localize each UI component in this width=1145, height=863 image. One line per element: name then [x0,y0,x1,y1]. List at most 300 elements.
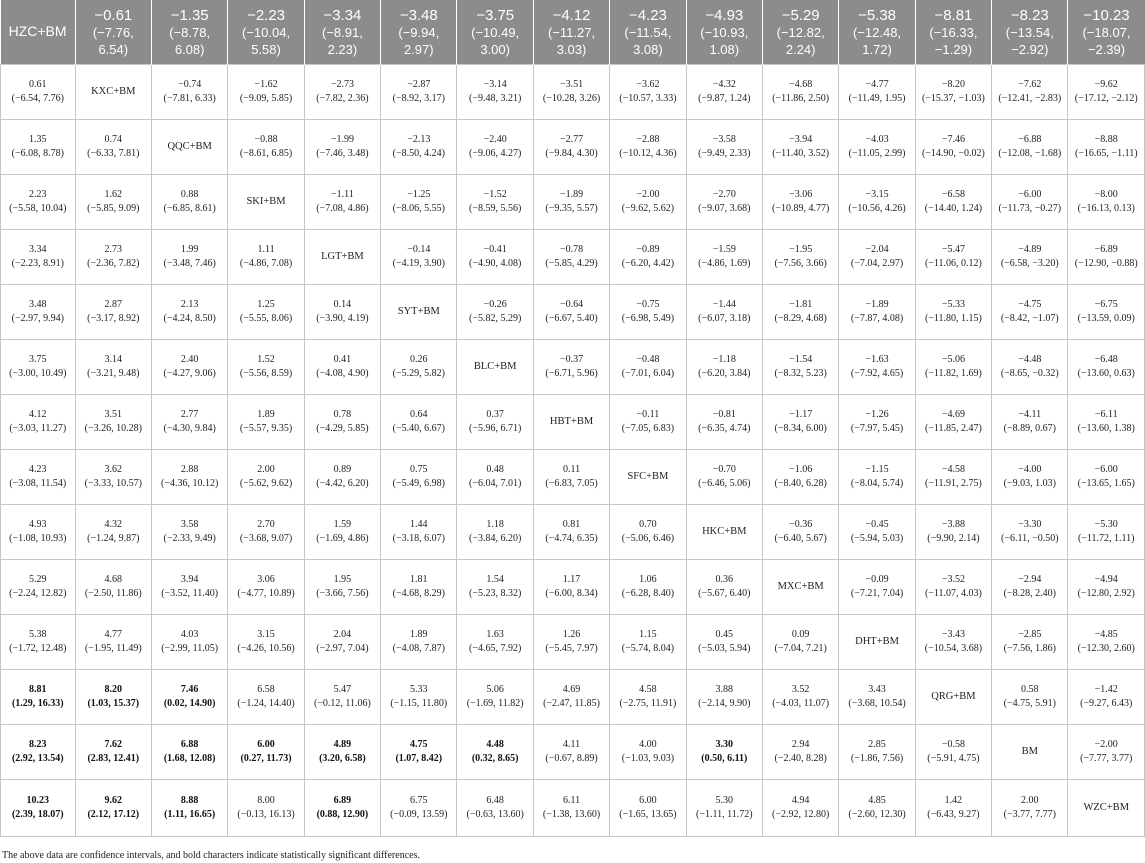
header-cell [839,0,915,65]
table-cell [1,395,76,450]
cell-interval: (2.83, 12.41) [87,753,140,764]
treatment-label-cell: LGT+BM [304,230,380,285]
cell-value: −4.03 [865,134,889,145]
cell-interval: (−1.38, 13.60) [542,809,601,820]
cell-interval: (−9.35, 5.57) [545,203,598,214]
cell-value: −2.04 [865,244,889,255]
cell-interval: (−11.49, 1.95) [848,93,906,104]
table-cell [228,65,304,120]
treatment-label-cell: BM [992,725,1068,780]
header-interval: (−10.93, 1.08) [700,24,749,57]
table-cell [75,560,151,615]
cell-value: 0.64 [410,409,428,420]
treatment-label-cell: HKC+BM [686,505,762,560]
cell-value: 0.48 [486,464,504,475]
table-cell [915,175,991,230]
table-cell [1,450,76,505]
cell-interval: (−6.54, 7.76) [11,93,64,104]
cell-interval: (−16.65, −1.11) [1074,148,1138,159]
table-cell [381,230,457,285]
cell-value: 3.94 [180,574,199,585]
cell-value: 4.48 [486,739,504,750]
cell-interval: (−1.69, 4.86) [316,533,369,544]
table-cell [686,560,762,615]
table-cell [228,120,304,175]
cell-value: −6.48 [1094,354,1118,365]
cell-interval: (−3.26, 10.28) [84,423,142,434]
cell-value: −2.70 [712,189,736,200]
cell-value: −4.00 [1018,464,1042,475]
cell-interval: (−6.28, 8.40) [621,588,675,599]
cell-interval: (0.02, 14.90) [163,698,216,709]
cell-interval: (−11.80, 1.15) [924,313,982,324]
table-cell [762,670,838,725]
cell-value: 3.88 [715,684,734,695]
table-cell [1068,340,1145,395]
table-row [1,670,1145,725]
cell-value: −2.00 [636,189,660,200]
cell-value: −0.89 [636,244,660,255]
header-value: −3.34 [323,6,362,24]
significant-cell [1,780,76,837]
cell-interval: (−11.05, 2.99) [848,148,906,159]
table-cell [686,615,762,670]
cell-interval: (−3.90, 4.19) [316,313,369,324]
cell-interval: (−6.20, 4.42) [621,258,675,269]
cell-interval: (−7.97, 5.45) [850,423,904,434]
cell-value: 3.30 [715,739,734,750]
cell-interval: (−5.82, 5.29) [469,313,522,324]
cell-value: 9.62 [104,795,123,806]
header-cell [457,0,533,65]
table-cell [839,450,915,505]
cell-value: −1.95 [789,244,813,255]
cell-value: 6.89 [333,795,352,806]
cell-value: −8.20 [941,79,965,90]
cell-interval: (−2.92, 12.80) [772,809,830,820]
cell-interval: (−9.27, 6.43) [1080,698,1133,709]
cell-value: −1.26 [865,409,889,420]
cell-value: −0.75 [636,299,660,310]
table-cell [686,395,762,450]
table-cell [304,120,380,175]
cell-value: 0.81 [562,519,581,530]
cell-interval: (−2.24, 12.82) [9,588,67,599]
cell-value: 4.58 [639,684,657,695]
header-cell [75,0,151,65]
cell-interval: (−8.65, −0.32) [1000,368,1059,379]
header-value: −8.23 [1010,6,1049,24]
cell-interval: (−8.92, 3.17) [392,93,445,104]
cell-value: 1.44 [410,519,428,530]
cell-value: 4.89 [333,739,352,750]
treatment-label-cell: SFC+BM [610,450,686,505]
cell-interval: (−8.32, 5.23) [774,368,827,379]
cell-interval: (−1.65, 13.65) [619,809,677,820]
cell-interval: (−1.15, 11.80) [390,698,448,709]
table-cell [762,285,838,340]
cell-interval: (−5.57, 9.35) [239,423,293,434]
cell-interval: (3.20, 6.58) [319,753,366,764]
cell-value: 2.04 [333,629,352,640]
header-interval: (−12.82, 2.24) [776,24,825,57]
table-row [1,65,1145,120]
cell-interval: (−5.45, 7.97) [545,643,598,654]
table-cell [381,780,457,837]
table-cell [915,780,991,837]
cell-value: −2.00 [1094,739,1118,750]
table-cell [915,340,991,395]
cell-value: 2.23 [29,189,47,200]
table-cell [762,725,838,780]
cell-interval: (−6.67, 5.40) [545,313,598,324]
cell-value: 0.14 [333,299,352,310]
cell-interval: (−3.52, 11.40) [161,588,219,599]
table-cell [304,395,380,450]
cell-value: 4.85 [868,795,886,806]
header-interval: (−8.91, 2.23) [322,24,363,57]
cell-interval: (−7.92, 4.65) [850,368,904,379]
cell-interval: (−2.97, 9.94) [11,313,64,324]
table-cell [686,230,762,285]
cell-interval: (−2.97, 7.04) [316,643,369,654]
cell-interval: (−7.81, 6.33) [163,93,216,104]
cell-interval: (0.27, 11.73) [240,753,292,764]
cell-value: −1.99 [330,134,354,145]
table-cell [686,670,762,725]
cell-value: −3.94 [789,134,813,145]
cell-value: −0.70 [712,464,736,475]
table-cell [151,175,227,230]
cell-value: 0.45 [715,629,734,640]
cell-interval: (−2.50, 11.86) [84,588,142,599]
table-row [1,505,1145,560]
cell-interval: (−5.74, 8.04) [621,643,675,654]
table-cell [762,395,838,450]
cell-value: 4.12 [29,409,47,420]
table-cell [228,395,304,450]
table-cell [533,230,609,285]
cell-value: −0.14 [407,244,431,255]
table-cell [686,120,762,175]
cell-value: 1.59 [333,519,352,530]
cell-value: 8.00 [257,795,275,806]
table-cell [1,560,76,615]
table-cell [839,395,915,450]
treatment-label-cell: DHT+BM [839,615,915,670]
cell-value: 0.11 [562,464,581,475]
table-cell [1068,285,1145,340]
cell-value: 0.88 [180,189,199,200]
cell-interval: (−3.03, 11.27) [9,423,67,434]
significant-cell [228,725,304,780]
significant-cell [75,725,151,780]
cell-value: −3.14 [483,79,507,90]
cell-value: 8.81 [29,684,47,695]
table-cell [228,670,304,725]
cell-value: 3.06 [257,574,275,585]
cell-value: 1.62 [104,189,123,200]
table-cell [381,615,457,670]
table-cell [75,230,151,285]
treatment-label-cell: BLC+BM [457,340,533,395]
cell-value: 5.33 [410,684,428,695]
cell-value: 0.58 [1021,684,1039,695]
cell-value: 1.42 [944,795,963,806]
table-cell [992,450,1068,505]
table-cell [1,175,76,230]
cell-value: 4.94 [791,795,810,806]
cell-interval: (−11.40, 3.52) [772,148,830,159]
table-cell [610,615,686,670]
significant-cell [1,725,76,780]
cell-value: −5.30 [1094,519,1118,530]
cell-interval: (−12.41, −2.83) [998,93,1062,104]
cell-interval: (1.68, 12.08) [163,753,216,764]
cell-value: −2.73 [330,79,354,90]
table-cell [1068,230,1145,285]
cell-value: 10.23 [26,795,50,806]
table-cell [839,285,915,340]
cell-interval: (−11.86, 2.50) [772,93,830,104]
significant-cell [304,780,380,837]
cell-value: 3.15 [257,629,275,640]
table-cell [533,615,609,670]
cell-interval: (−8.06, 5.55) [392,203,445,214]
cell-interval: (−15.37, −1.03) [921,93,985,104]
cell-value: 0.37 [486,409,504,420]
cell-interval: (−7.01, 6.04) [621,368,675,379]
cell-interval: (−4.27, 9.06) [163,368,216,379]
cell-value: 4.75 [410,739,428,750]
cell-value: −4.11 [1018,409,1042,420]
table-row [1,340,1145,395]
significant-cell [304,725,380,780]
table-cell [915,395,991,450]
table-cell [457,230,533,285]
cell-interval: (−6.40, 5.67) [774,533,827,544]
table-cell [381,505,457,560]
table-cell [304,505,380,560]
table-row [1,560,1145,615]
cell-interval: (−2.36, 7.82) [87,258,140,269]
treatment-label-cell: WZC+BM [1068,780,1145,837]
cell-interval: (−8.42, −1.07) [1000,313,1059,324]
cell-value: −1.11 [331,189,354,200]
cell-value: 2.73 [104,244,123,255]
table-cell [762,230,838,285]
cell-value: −3.51 [559,79,584,90]
cell-interval: (−5.23, 8.32) [469,588,522,599]
cell-value: −0.36 [789,519,813,530]
table-cell [151,395,227,450]
cell-value: 6.11 [562,795,581,806]
cell-interval: (−0.09, 13.59) [390,809,448,820]
cell-interval: (−9.49, 2.33) [698,148,751,159]
table-cell [915,65,991,120]
cell-interval: (−10.56, 4.26) [848,203,906,214]
cell-value: 1.25 [257,299,275,310]
table-row [1,285,1145,340]
cell-value: 5.29 [29,574,47,585]
cell-value: 0.41 [333,354,352,365]
table-cell [381,670,457,725]
table-row [1,780,1145,837]
cell-value: −1.42 [1094,684,1118,695]
cell-interval: (1.11, 16.65) [164,809,216,820]
table-cell [1068,450,1145,505]
table-cell [610,670,686,725]
cell-value: −1.81 [789,299,813,310]
significant-cell [686,725,762,780]
cell-interval: (−1.11, 11.72) [696,809,753,820]
cell-value: 3.48 [29,299,47,310]
cell-value: −3.88 [941,519,965,530]
cell-value: 2.77 [180,409,199,420]
table-cell [457,395,533,450]
cell-interval: (−1.24, 14.40) [237,698,295,709]
cell-value: −3.30 [1018,519,1042,530]
table-cell [151,230,227,285]
cell-interval: (−2.40, 8.28) [774,753,827,764]
cell-interval: (−6.85, 8.61) [163,203,216,214]
cell-value: −6.58 [941,189,965,200]
table-cell [151,340,227,395]
table-cell [381,65,457,120]
table-cell [610,65,686,120]
cell-value: −1.17 [789,409,813,420]
header-cell [762,0,838,65]
cell-interval: (−7.04, 2.97) [850,258,904,269]
table-cell [992,505,1068,560]
cell-interval: (−0.13, 16.13) [237,809,295,820]
table-cell [839,505,915,560]
cell-interval: (−4.08, 7.87) [392,643,445,654]
cell-value: 0.78 [333,409,352,420]
cell-value: 7.62 [104,739,123,750]
table-cell [75,175,151,230]
table-cell [75,615,151,670]
header-cell [686,0,762,65]
cell-interval: (−5.85, 4.29) [545,258,598,269]
cell-value: 7.46 [180,684,199,695]
header-value: −10.23 [1083,6,1130,24]
treatment-label-cell: QRG+BM [915,670,991,725]
table-cell [1,120,76,175]
cell-interval: (−6.71, 5.96) [545,368,598,379]
cell-value: 2.00 [257,464,275,475]
cell-interval: (−3.84, 6.20) [469,533,522,544]
table-cell [457,780,533,837]
header-cell [610,0,686,65]
cell-value: 2.85 [868,739,886,750]
cell-value: −9.62 [1094,79,1118,90]
cell-interval: (0.32, 8.65) [471,753,519,764]
cell-interval: (−6.35, 4.74) [698,423,751,434]
table-cell [1068,120,1145,175]
table-body [1,65,1145,837]
cell-interval: (−5.49, 6.98) [392,478,445,489]
table-cell [1068,175,1145,230]
cell-value: 3.52 [791,684,810,695]
cell-interval: (2.92, 13.54) [11,753,64,764]
significant-cell [457,725,533,780]
header-cell [304,0,380,65]
cell-value: 8.88 [180,795,199,806]
cell-value: −1.25 [407,189,431,200]
cell-interval: (−7.04, 7.21) [774,643,827,654]
treatment-label-cell: QQC+BM [151,120,227,175]
cell-interval: (−4.90, 4.08) [469,258,522,269]
table-cell [686,780,762,837]
significant-cell [1,670,76,725]
cell-value: −1.52 [483,189,507,200]
cell-interval: (−0.67, 8.89) [545,753,598,764]
table-cell [533,285,609,340]
cell-value: −0.41 [483,244,507,255]
table-cell [610,560,686,615]
cell-interval: (−8.04, 5.74) [850,478,904,489]
header-interval: (−11.54, 3.08) [624,24,672,57]
cell-interval: (−12.30, 2.60) [1077,643,1135,654]
cell-value: 6.00 [257,739,275,750]
cell-interval: (−4.03, 11.07) [772,698,830,709]
table-cell [533,450,609,505]
table-cell [533,725,609,780]
cell-interval: (−6.33, 7.81) [87,148,140,159]
cell-value: 5.47 [333,684,352,695]
table-cell [992,175,1068,230]
cell-value: −4.75 [1018,299,1042,310]
header-value: −3.48 [399,6,438,24]
header-interval: (−7.76, 6.54) [92,24,134,57]
table-cell [1068,670,1145,725]
table-cell [686,450,762,505]
cell-interval: (−3.66, 7.56) [316,588,369,599]
header-cell [992,0,1068,65]
cell-value: 4.23 [29,464,47,475]
table-cell [992,395,1068,450]
table-cell [1,65,76,120]
table-cell [457,65,533,120]
cell-value: 1.11 [257,244,275,255]
table-cell [533,65,609,120]
cell-interval: (−6.98, 5.49) [621,313,675,324]
cell-value: 6.88 [180,739,199,750]
table-cell [686,285,762,340]
cell-interval: (−6.08, 8.78) [11,148,64,159]
cell-value: 2.94 [791,739,810,750]
table-cell [381,450,457,505]
cell-interval: (−5.85, 9.09) [87,203,140,214]
cell-value: −6.88 [1018,134,1042,145]
cell-value: 1.54 [486,574,504,585]
table-footnote: The above data are confidence intervals, and bold characters indicate statistically significant differences. [2,850,420,861]
table-cell [381,120,457,175]
cell-value: −4.58 [941,464,965,475]
cell-interval: (−6.00, 8.34) [545,588,598,599]
table-cell [457,505,533,560]
table-cell [381,175,457,230]
table-cell [457,285,533,340]
cell-interval: (−16.13, 0.13) [1077,203,1135,214]
cell-value: −5.33 [941,299,965,310]
cell-value: −6.11 [1094,409,1118,420]
cell-interval: (1.29, 16.33) [11,698,64,709]
table-cell [686,65,762,120]
cell-value: −6.00 [1094,464,1118,475]
cell-value: 6.00 [639,795,657,806]
